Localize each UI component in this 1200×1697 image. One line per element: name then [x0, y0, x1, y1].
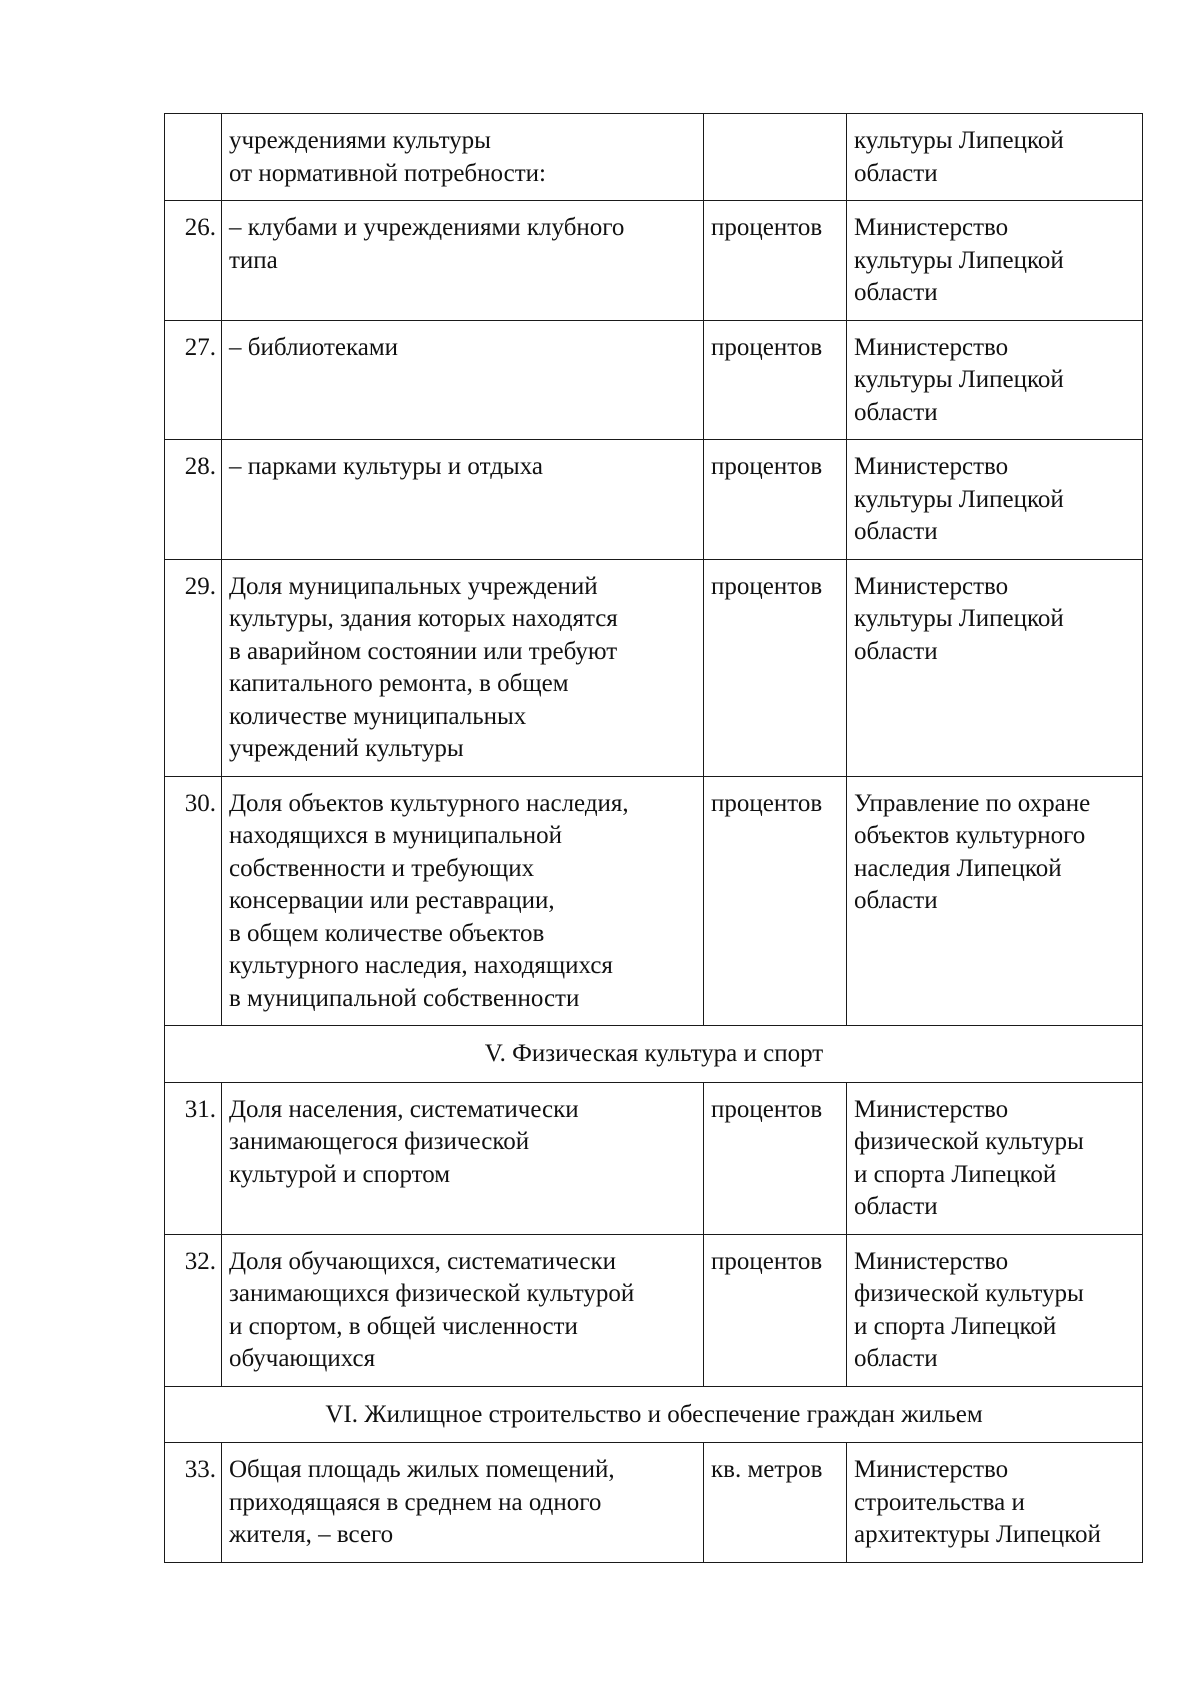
- row-number-cell: 29.: [165, 559, 222, 776]
- section-header-row: [165, 1386, 1143, 1443]
- responsible-body-cell: Министерство культуры Липецкой области: [847, 320, 1143, 440]
- section-title: V. Физическая культура и спорт: [165, 1026, 1143, 1083]
- responsible-body-cell: Министерство культуры Липецкой области: [847, 201, 1143, 321]
- indicator-cell: – клубами и учреждениями клубного типа: [222, 201, 704, 321]
- table-row: [165, 559, 1143, 776]
- table-row: [165, 1082, 1143, 1234]
- table-body: [165, 114, 1143, 1563]
- row-number-cell: 31.: [165, 1082, 222, 1234]
- unit-cell: процентов: [704, 320, 847, 440]
- unit-cell: процентов: [704, 1082, 847, 1234]
- unit-cell: процентов: [704, 559, 847, 776]
- responsible-body-cell: Министерство строительства и архитектуры Липецкой: [847, 1443, 1143, 1563]
- indicator-cell: учреждениями культуры от нормативной потребности:: [222, 114, 704, 201]
- indicators-table: [164, 113, 1143, 1563]
- section-header-row: [165, 1026, 1143, 1083]
- indicator-cell: Доля муниципальных учреждений культуры, здания которых находятся в аварийном состоянии или требуют капитального ремонта, в общем количестве муниципальных учреждений культуры: [222, 559, 704, 776]
- row-number-cell: 27.: [165, 320, 222, 440]
- table-row: [165, 320, 1143, 440]
- indicator-cell: Общая площадь жилых помещений, приходящаяся в среднем на одного жителя, – всего: [222, 1443, 704, 1563]
- section-title: VI. Жилищное строительство и обеспечение граждан жильем: [165, 1386, 1143, 1443]
- indicator-cell: Доля объектов культурного наследия, находящихся в муниципальной собственности и требующих консервации или реставрации, в общем количестве объектов культурного наследия, находящихся в муниципальной собственности: [222, 776, 704, 1026]
- indicator-cell: – парками культуры и отдыха: [222, 440, 704, 560]
- unit-cell: процентов: [704, 1234, 847, 1386]
- table-row: [165, 114, 1143, 201]
- row-number-cell: 32.: [165, 1234, 222, 1386]
- indicator-cell: Доля обучающихся, систематически занимающихся физической культурой и спортом, в общей численности обучающихся: [222, 1234, 704, 1386]
- responsible-body-cell: Министерство культуры Липецкой области: [847, 559, 1143, 776]
- responsible-body-cell: Министерство физической культуры и спорта Липецкой области: [847, 1082, 1143, 1234]
- responsible-body-cell: культуры Липецкой области: [847, 114, 1143, 201]
- table-row: [165, 776, 1143, 1026]
- table-row: [165, 201, 1143, 321]
- row-number-cell: 28.: [165, 440, 222, 560]
- indicator-cell: Доля населения, систематически занимающегося физической культурой и спортом: [222, 1082, 704, 1234]
- indicator-cell: – библиотеками: [222, 320, 704, 440]
- responsible-body-cell: Министерство культуры Липецкой области: [847, 440, 1143, 560]
- row-number-cell: 33.: [165, 1443, 222, 1563]
- table-row: [165, 1234, 1143, 1386]
- unit-cell: кв. метров: [704, 1443, 847, 1563]
- table-row: [165, 440, 1143, 560]
- row-number-cell: 30.: [165, 776, 222, 1026]
- unit-cell: процентов: [704, 776, 847, 1026]
- responsible-body-cell: Управление по охране объектов культурного наследия Липецкой области: [847, 776, 1143, 1026]
- unit-cell: процентов: [704, 201, 847, 321]
- row-number-cell: [165, 114, 222, 201]
- row-number-cell: 26.: [165, 201, 222, 321]
- unit-cell: [704, 114, 847, 201]
- responsible-body-cell: Министерство физической культуры и спорта Липецкой области: [847, 1234, 1143, 1386]
- table-row: [165, 1443, 1143, 1563]
- unit-cell: процентов: [704, 440, 847, 560]
